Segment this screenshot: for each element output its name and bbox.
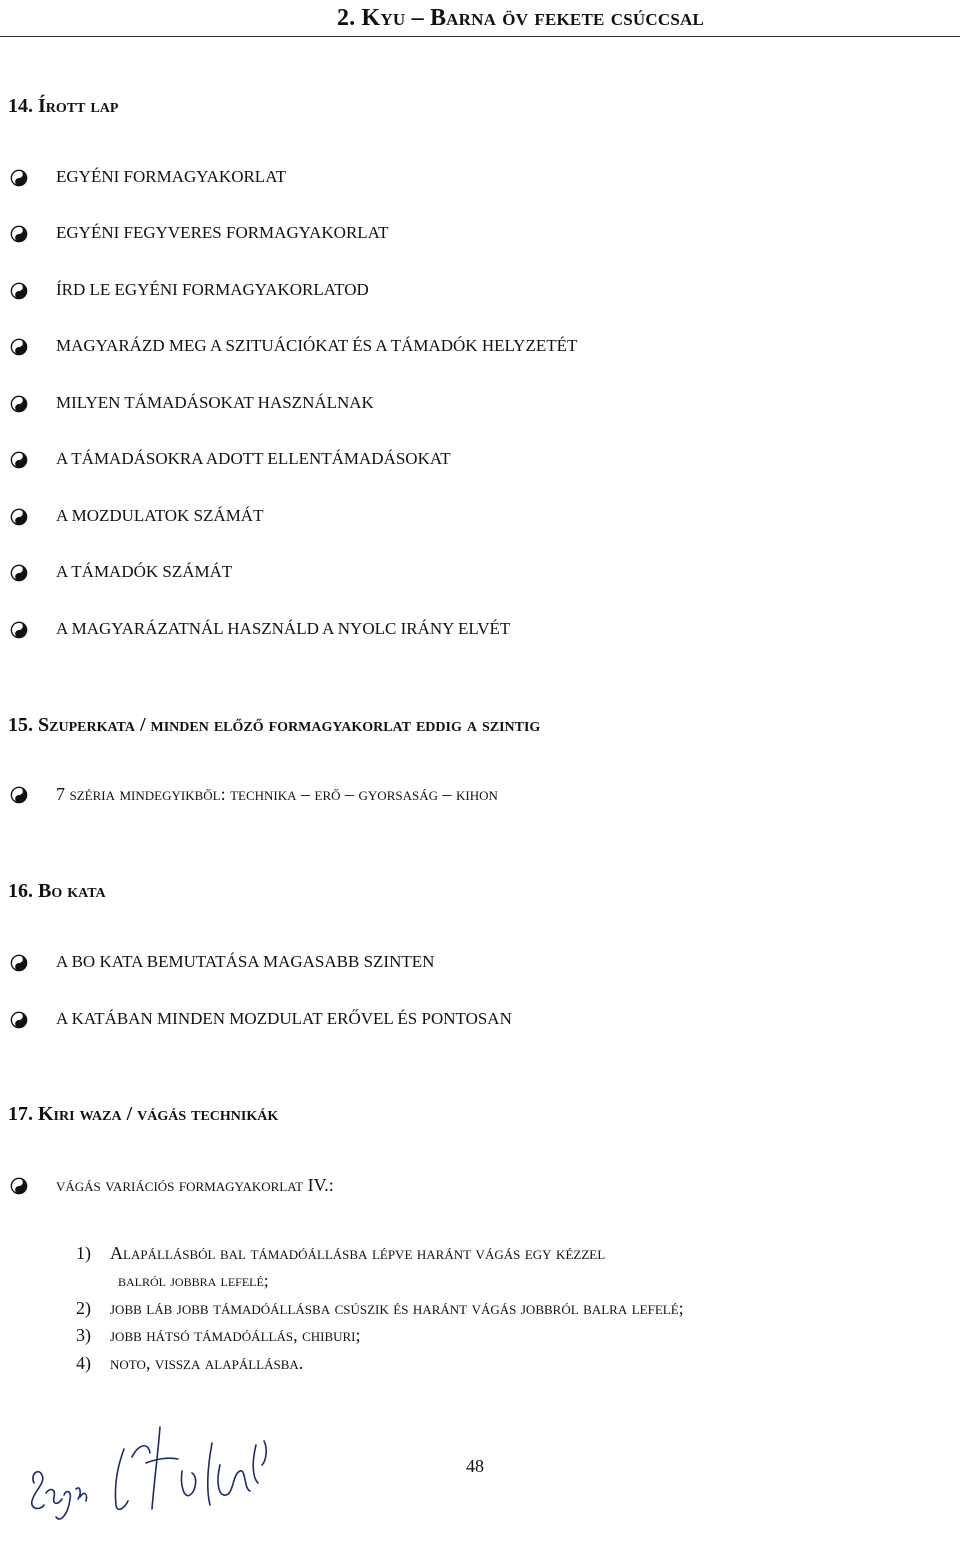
list-item-text: A MAGYARÁZATNÁL HASZNÁLD A NYOLC IRÁNY ELVÉT [56, 619, 511, 638]
section-title-16: 16. Bo kata [8, 880, 106, 902]
list-item-text: A BO KATA BEMUTATÁSA MAGASABB SZINTEN [56, 952, 435, 971]
list-item [10, 506, 910, 528]
item-number: 2) [76, 1298, 91, 1318]
numbered-item [76, 1325, 361, 1346]
item-text: Alapállásból bal támadóállásba lépve haránt vágás egy kézzel [110, 1243, 606, 1263]
list-item [10, 167, 910, 189]
list-item [10, 619, 910, 641]
yin-yang-icon [10, 564, 28, 582]
list-item-text: MILYEN TÁMADÁSOKAT HASZNÁLNAK [56, 393, 374, 412]
yin-yang-icon [10, 1011, 28, 1029]
list-item-text: A KATÁBAN MINDEN MOZDULAT ERŐVEL ÉS PONTOSAN [56, 1009, 512, 1028]
list-item [10, 1009, 910, 1031]
numbered-item-continuation: balról jobbra lefelé; [118, 1271, 269, 1290]
list-item-text: MAGYARÁZD MEG A SZITUÁCIÓKAT ÉS A TÁMADÓK HELYZETÉT [56, 336, 578, 355]
yin-yang-icon [10, 282, 28, 300]
list-item [10, 280, 910, 302]
item-number: 3) [76, 1325, 91, 1345]
page-header [0, 0, 960, 37]
yin-yang-icon [10, 786, 28, 804]
list-item [10, 952, 910, 974]
item-number: 1) [76, 1243, 91, 1263]
list-item-text: vágás variációs formagyakorlat IV.: [56, 1175, 334, 1195]
item-text: noto, vissza alapállásba. [110, 1353, 304, 1373]
list-item [10, 784, 910, 806]
yin-yang-icon [10, 169, 28, 187]
item-text: jobb hátsó támadóállás, chiburi; [110, 1325, 361, 1345]
section-title-17: 17. Kiri waza / vágás technikák [8, 1103, 279, 1125]
page-number: 48 [466, 1456, 484, 1476]
list-item [10, 562, 910, 584]
yin-yang-icon [10, 1177, 28, 1195]
item-number: 4) [76, 1353, 91, 1373]
numbered-item [76, 1353, 303, 1374]
item-text: jobb láb jobb támadóállásba csúszik és haránt vágás jobbról balra lefelé; [110, 1298, 684, 1318]
list-item [10, 393, 910, 415]
section-title-15: 15. Szuperkata / minden előző formagyakorlat eddig a szintig [8, 714, 541, 736]
yin-yang-icon [10, 225, 28, 243]
list-item-text: 7 széria mindegyikből: technika – erő – gyorsaság – kihon [56, 784, 498, 804]
list-item-text: EGYÉNI FEGYVERES FORMAGYAKORLAT [56, 223, 389, 242]
list-item-text: A TÁMADÓK SZÁMÁT [56, 562, 233, 581]
yin-yang-icon [10, 451, 28, 469]
yin-yang-icon [10, 954, 28, 972]
yin-yang-icon [10, 621, 28, 639]
handwritten-signature [20, 1405, 320, 1530]
numbered-item [76, 1298, 684, 1319]
yin-yang-icon [10, 508, 28, 526]
list-item-text: A TÁMADÁSOKRA ADOTT ELLENTÁMADÁSOKAT [56, 449, 451, 468]
list-item [10, 449, 910, 471]
list-item-text: ÍRD LE EGYÉNI FORMAGYAKORLATOD [56, 280, 369, 299]
header-title: 2. Kyu – Barna öv fekete csúccsal [336, 5, 704, 31]
list-item [10, 336, 910, 358]
list-item [10, 1175, 910, 1197]
numbered-item [76, 1243, 605, 1264]
yin-yang-icon [10, 338, 28, 356]
list-item [10, 223, 910, 245]
yin-yang-icon [10, 395, 28, 413]
list-item-text: EGYÉNI FORMAGYAKORLAT [56, 167, 286, 186]
section-title-14: 14. Írott lap [8, 95, 119, 117]
list-item-text: A MOZDULATOK SZÁMÁT [56, 506, 264, 525]
